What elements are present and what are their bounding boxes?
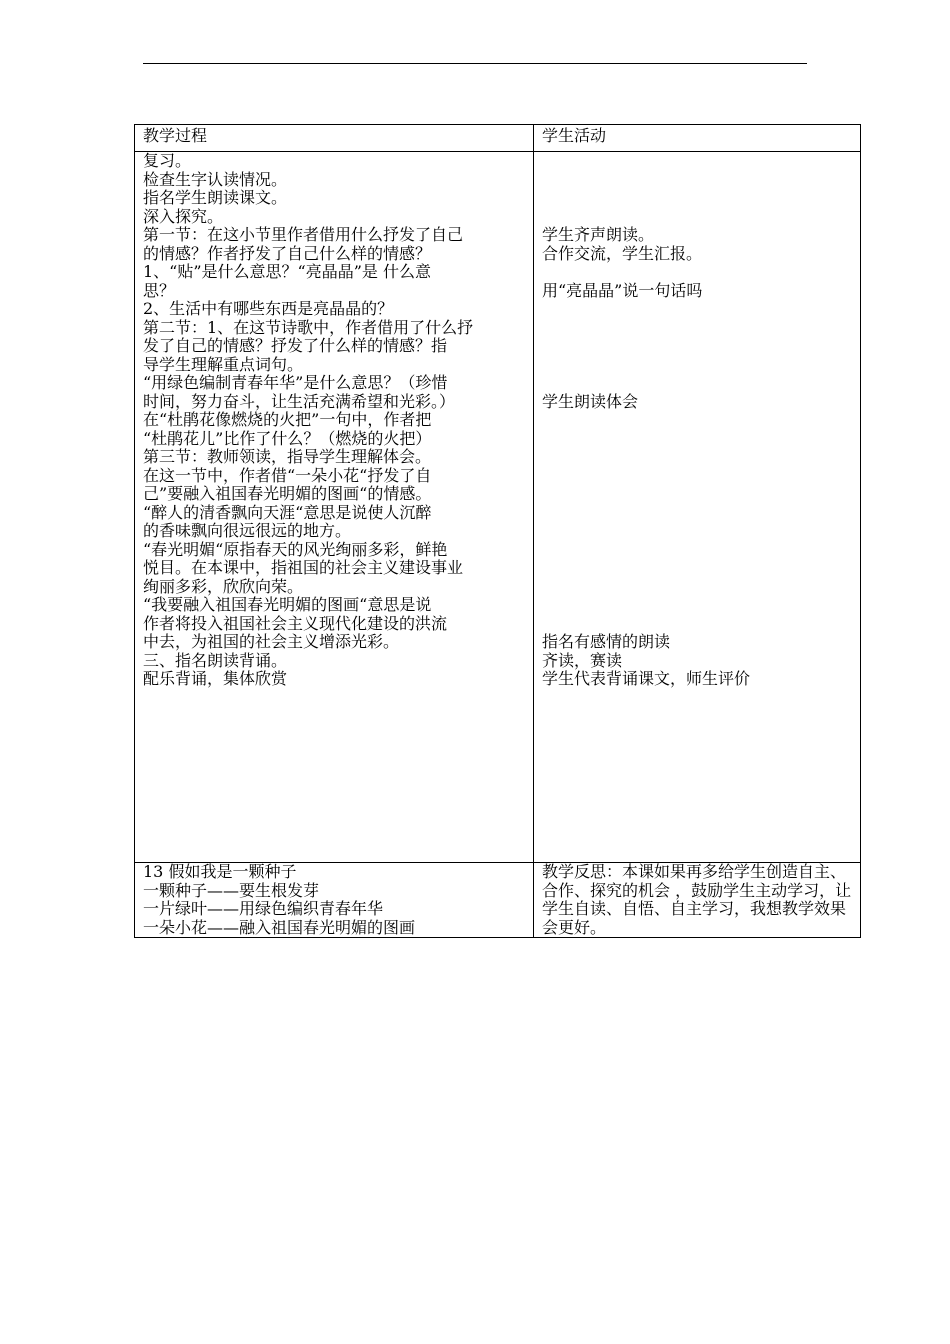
process-line: “杜鹃花儿”比作了什么？（燃烧的火把） [143, 428, 432, 448]
process-line: 在这一节中，作者借“一朵小花“抒发了自 [143, 465, 432, 485]
process-line: 的香味飘向很远很远的地方。 [143, 521, 352, 540]
activity-line: 指名有感情的朗读 [542, 632, 671, 651]
activity-line: 用“亮晶晶”说一句话吗 [542, 280, 703, 300]
student-activity-cell [534, 152, 861, 863]
table-footer-row [135, 863, 861, 938]
board-design-cell [135, 863, 534, 938]
process-line: 作者将投入祖国社会主义现代化建设的洪流 [143, 613, 448, 633]
process-line: “春光明媚“原指春天的风光绚丽多彩，鲜艳 [143, 539, 448, 559]
process-line: 2、生活中有哪些东西是亮晶晶的？ [143, 299, 394, 318]
header-rule [143, 63, 807, 64]
process-line: 的情感？作者抒发了自己什么样的情感？ [143, 243, 432, 263]
activity-line: 学生齐声朗读。 [542, 225, 655, 244]
process-line: 配乐背诵，集体欣赏 [143, 669, 288, 688]
lesson-plan-table [134, 124, 861, 938]
table-body-row [135, 152, 861, 863]
activity-line: 齐读，赛读 [542, 650, 623, 670]
process-line: 第一节：在这小节里作者借用什么抒发了自己 [143, 225, 464, 244]
process-line: 思？ [143, 280, 176, 300]
process-line: 复习。 [143, 151, 192, 170]
process-line: 深入探究。 [143, 206, 224, 226]
activity-line: 合作交流，学生汇报。 [542, 243, 703, 263]
process-line: 中去，为祖国的社会主义增添光彩。 [143, 632, 400, 651]
activity-line: 学生朗读体会 [542, 391, 639, 411]
process-line: “醉人的清香飘向天涯“意思是说使人沉醉 [143, 502, 432, 522]
teaching-reflection-cell [534, 863, 861, 938]
header-teaching-process: 教学过程 [135, 125, 534, 152]
board-line: 一片绿叶——用绿色编织青春年华 [143, 899, 384, 918]
reflection-text: 教学反思：本课如果再多给学生创造自主、合作、探究的机会 ，鼓励学生主动学习，让学生自读、自悟、自主学习，我想教学效果会更好。 [542, 862, 852, 937]
process-line: 检查生字认读情况。 [143, 169, 288, 189]
process-line: 时间，努力奋斗，让生活充满希望和光彩。） [143, 391, 456, 411]
process-line: 导学生理解重点词句。 [143, 354, 304, 374]
process-line: 己”要融入祖国春光明媚的图画“的情感。 [143, 484, 432, 503]
board-line: 13 假如我是一颗种子 [143, 862, 297, 881]
table-header-row [135, 125, 861, 152]
header-student-activity: 学生活动 [534, 125, 861, 152]
board-line: 一朵小花——融入祖国春光明媚的图画 [143, 917, 416, 937]
process-line: 1、“贴”是什么意思？“亮晶晶”是 什么意 [143, 262, 431, 281]
board-line: 一颗种子——要生根发芽 [143, 880, 320, 900]
process-line: “我要融入祖国春光明媚的图画“意思是说 [143, 595, 432, 614]
process-line: 第三节：教师领读，指导学生理解体会。 [143, 447, 432, 466]
teaching-process-cell [135, 152, 534, 863]
process-line: 三、指名朗读背诵。 [143, 650, 288, 670]
process-line: 在“杜鹃花像燃烧的火把”一句中，作者把 [143, 410, 432, 429]
process-line: 第二节：1、在这节诗歌中，作者借用了什么抒 [143, 317, 474, 337]
activity-line: 学生代表背诵课文，师生评价 [542, 669, 751, 688]
process-line: 指名学生朗读课文。 [143, 188, 288, 207]
process-line: 悦目。在本课中，指祖国的社会主义建设事业 [143, 558, 464, 577]
process-line: 绚丽多彩，欣欣向荣。 [143, 576, 304, 596]
process-line: “用绿色编制青春年华”是什么意思？（珍惜 [143, 373, 448, 392]
process-line: 发了自己的情感？抒发了什么样的情感？指 [143, 336, 448, 355]
